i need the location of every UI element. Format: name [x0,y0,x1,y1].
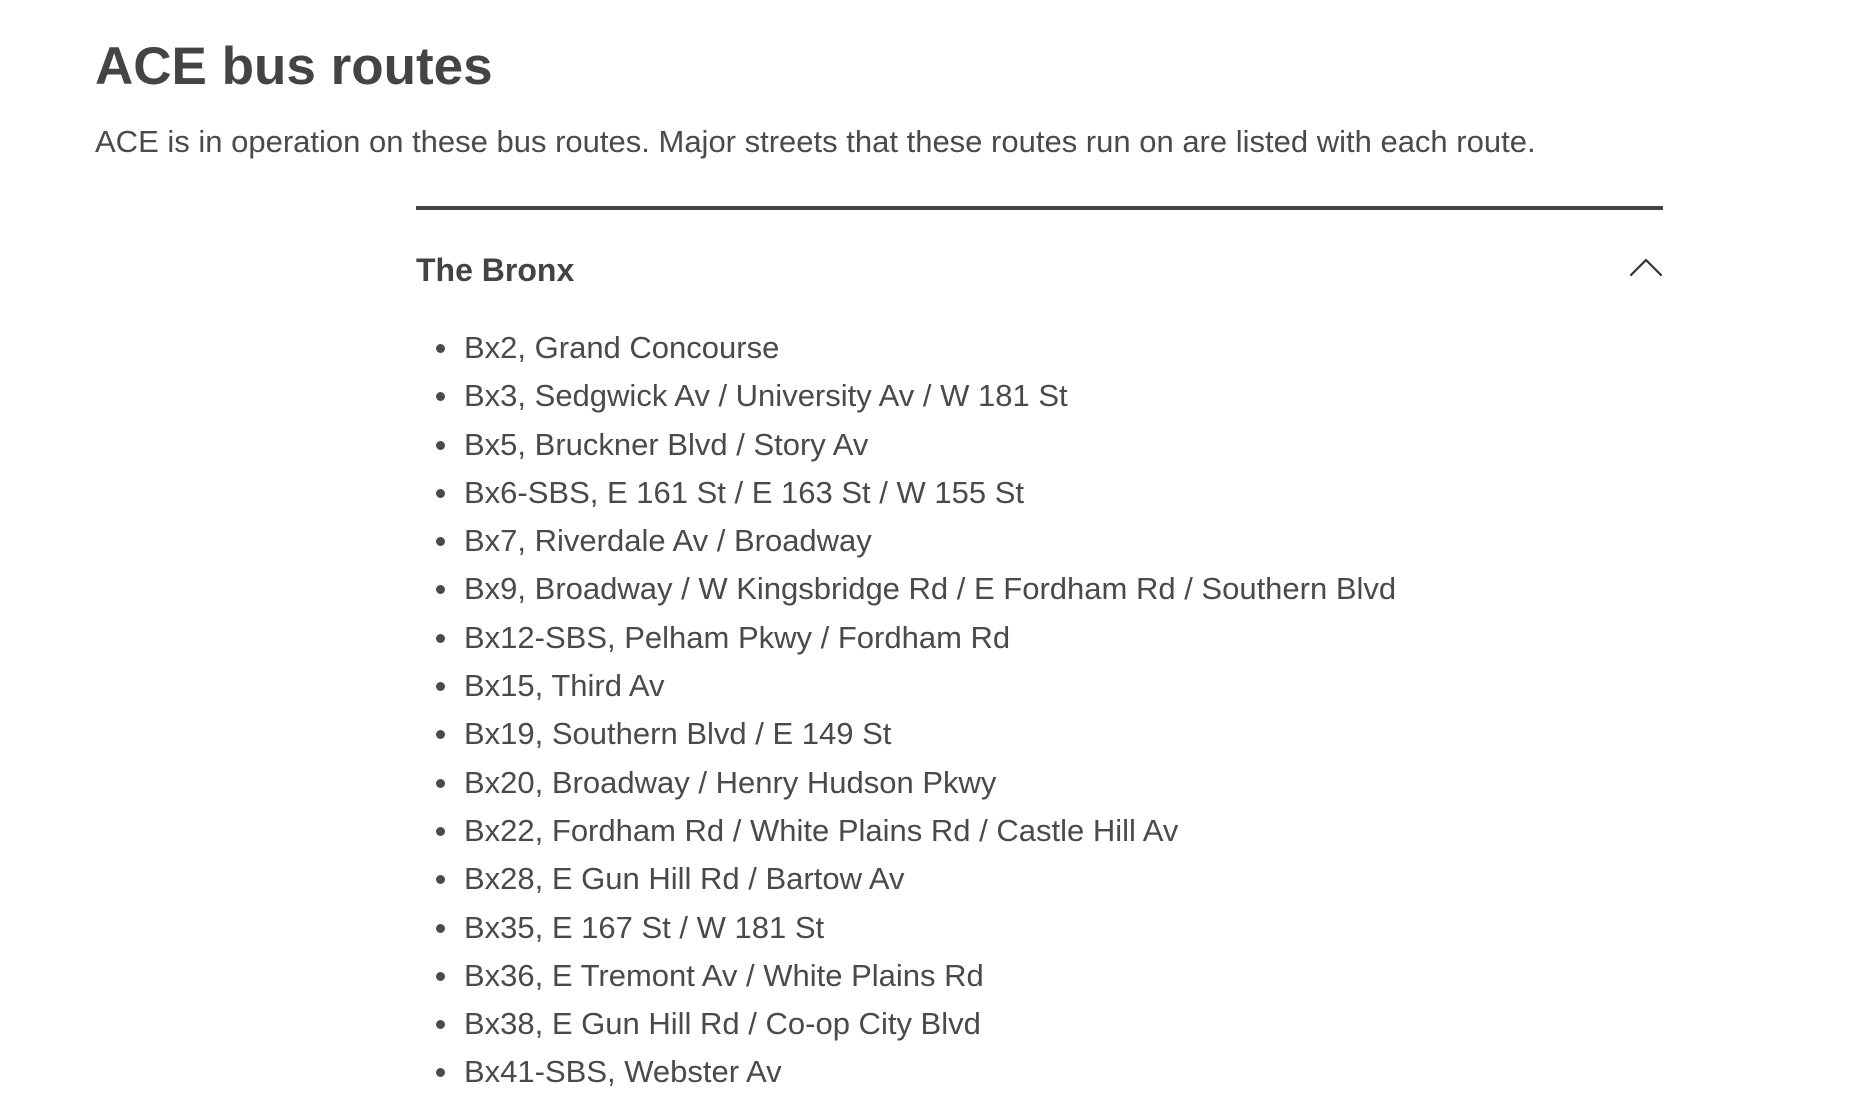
route-label: Bx28, E Gun Hill Rd / Bartow Av [464,861,905,897]
route-label: Bx20, Broadway / Henry Hudson Pkwy [464,764,997,800]
bullet-icon [436,344,445,353]
bullet-icon [436,779,445,788]
route-label: Bx5, Bruckner Blvd / Story Av [464,426,869,462]
route-list-item [416,952,1663,1000]
bullet-icon [436,730,445,739]
route-list-item [416,1000,1663,1048]
route-list-item [416,565,1663,613]
route-label: Bx12-SBS, Pelham Pkwy / Fordham Rd [464,619,1011,655]
route-list-item [416,469,1663,517]
route-list-item [416,614,1663,662]
bullet-icon [436,441,445,450]
bullet-icon [436,682,445,691]
route-list-item [416,324,1663,372]
route-label: Bx19, Southern Blvd / E 149 St [464,716,892,752]
route-label: Bx22, Fordham Rd / White Plains Rd / Castle Hill Av [464,812,1179,848]
route-list-item [416,662,1663,710]
route-label: Bx7, Riverdale Av / Broadway [464,523,872,559]
route-label: Bx6-SBS, E 161 St / E 163 St / W 155 St [464,474,1024,510]
bullet-icon [436,537,445,546]
route-list [416,324,1663,1097]
route-list-item [416,372,1663,420]
accordion-header[interactable] [416,210,1663,300]
bullet-icon [436,875,445,884]
bullet-icon [436,924,445,933]
route-label: Bx2, Grand Concourse [464,330,780,365]
bullet-icon [436,1020,445,1029]
route-label: Bx15, Third Av [464,668,665,704]
route-label: Bx36, E Tremont Av / White Plains Rd [464,957,984,993]
route-list-item [416,855,1663,903]
bullet-icon [436,827,445,836]
route-label: Bx35, E 167 St / W 181 St [464,909,825,945]
route-list-item [416,1048,1663,1096]
chevron-up-icon[interactable] [1629,255,1663,279]
page-intro: ACE is in operation on these bus routes. Major streets that these routes run on are listed with each route. [95,124,1536,159]
bullet-icon [436,585,445,594]
route-label: Bx3, Sedgwick Av / University Av / W 181 St [464,378,1068,414]
accordion-the-bronx [416,206,1663,1090]
accordion-title: The Bronx [416,252,575,288]
route-label: Bx38, E Gun Hill Rd / Co-op City Blvd [464,1006,981,1042]
bullet-icon [436,392,445,401]
bullet-icon [436,634,445,643]
bullet-icon [436,972,445,981]
route-list-item [416,517,1663,565]
route-list-item [416,904,1663,952]
bullet-icon [436,489,445,498]
route-list-item [416,807,1663,855]
route-list-item [416,421,1663,469]
route-list-item [416,710,1663,758]
route-list-item [416,759,1663,807]
route-label: Bx9, Broadway / W Kingsbridge Rd / E Fordham Rd / Southern Blvd [464,571,1397,607]
bullet-icon [436,1068,445,1077]
page-title: ACE bus routes [95,37,493,96]
route-label: Bx41-SBS, Webster Av [464,1054,782,1090]
